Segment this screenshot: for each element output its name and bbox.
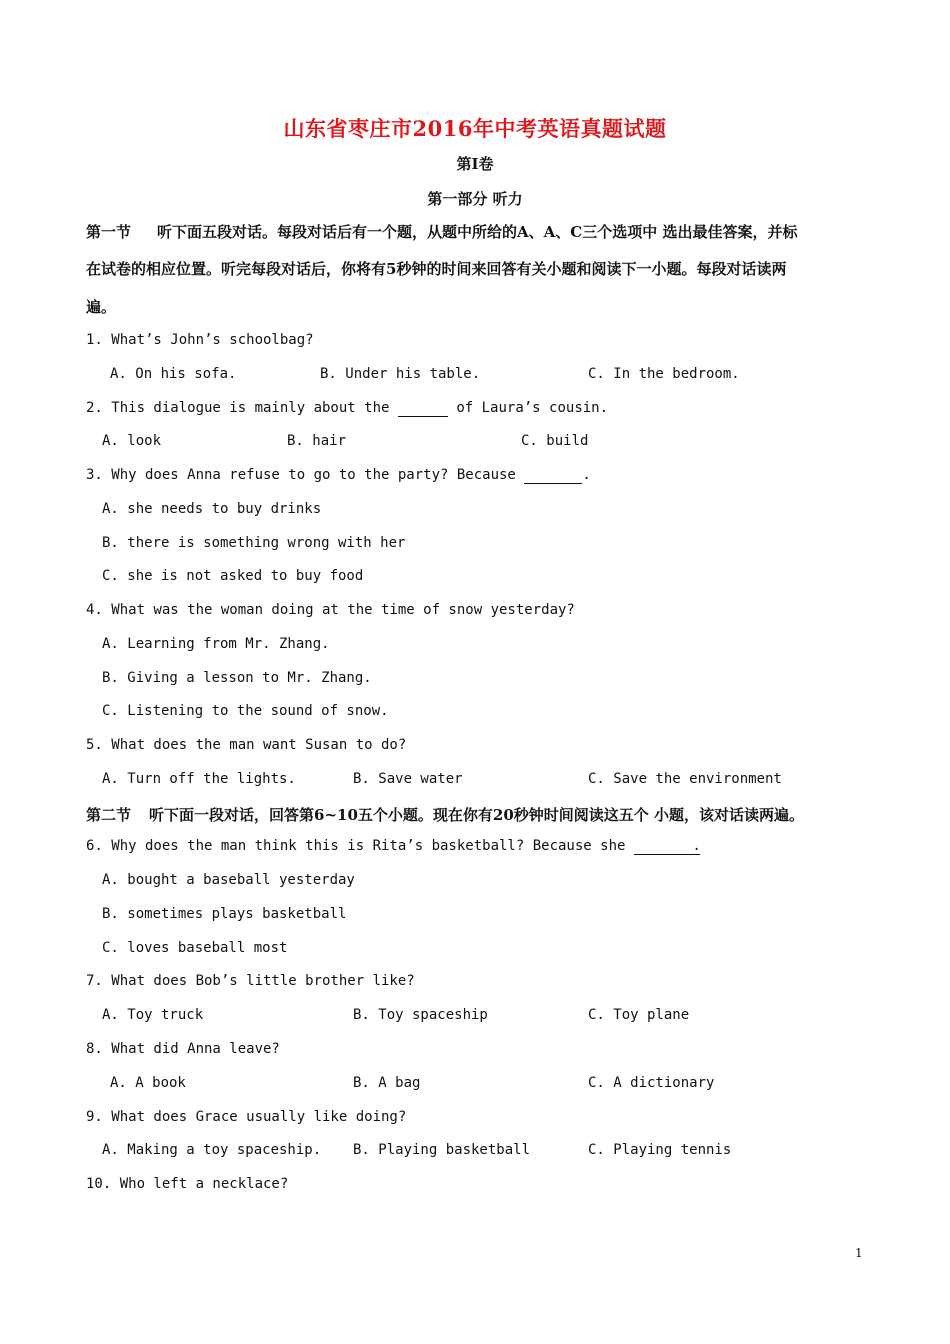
question-7-option-a: A. Toy truck [102,1007,204,1023]
question-2-option-c: C. build [521,433,589,449]
question-10-stem: 10. Who left a necklace? [86,1176,289,1192]
question-3-option-b: B. there is something wrong with her [102,535,406,551]
question-7-option-b: B. Toy spaceship [353,1007,488,1023]
question-3-option-c: C. she is not asked to buy food [102,568,364,584]
question-5-option-a: A. Turn off the lights. [102,771,296,787]
section1-line3: 遍。 [86,298,117,316]
question-7-stem: 7. What does Bob’s little brother like? [86,973,415,989]
answer-blank [634,838,700,855]
question-3-stem-tail: . [582,467,591,483]
question-4-option-a: A. Learning from Mr. Zhang. [102,636,330,652]
question-6-option-a: A. bought a baseball yesterday [102,872,355,888]
section2-label: 第二节 [86,806,132,824]
question-2-option-a: A. look [102,433,162,449]
question-7-option-c: C. Toy plane [588,1007,690,1023]
question-2-stem-tail: of Laura’s cousin. [456,400,609,416]
section1-instructions [86,221,797,242]
question-2-stem [86,400,608,417]
question-5-option-b: B. Save water [353,771,463,787]
section2-instructions [86,804,804,825]
section1-label: 第一节 [86,223,132,241]
question-8-option-b: B. A bag [353,1075,421,1091]
question-8-stem: 8. What did Anna leave? [86,1041,280,1057]
section1-line2: 在试卷的相应位置。听完每段对话后，你将有5秒钟的时间来回答有关小题和阅读下一小题。每段对话读两 [86,260,787,278]
question-1-stem: 1. What’s John’s schoolbag? [86,332,314,348]
question-4-option-b: B. Giving a lesson to Mr. Zhang. [102,670,372,686]
part-heading: 第一部分 听力 [427,190,523,208]
question-9-option-a: A. Making a toy spaceship. [102,1142,322,1158]
answer-blank [524,467,582,484]
question-8-option-c: C. A dictionary [588,1075,715,1091]
question-6-option-b: B. sometimes plays basketball [102,906,347,922]
question-2-stem-text: 2. This dialogue is mainly about the [86,400,390,416]
question-6-stem [86,838,700,855]
question-4-option-c: C. Listening to the sound of snow. [102,703,389,719]
question-8-option-a: A. A book [110,1075,186,1091]
question-3-option-a: A. she needs to buy drinks [102,501,322,517]
question-1-option-b: B. Under his table. [320,366,481,382]
question-3-stem [86,467,591,484]
section1-line1: 听下面五段对话。每段对话后有一个题，从题中所给的A、A、C三个选项中 选出最佳答案，并标 [157,223,798,241]
question-6-option-c: C. loves baseball most [102,940,288,956]
question-5-stem: 5. What does the man want Susan to do? [86,737,407,753]
question-3-stem-text: 3. Why does Anna refuse to go to the party? Because [86,467,516,483]
question-9-stem: 9. What does Grace usually like doing? [86,1109,407,1125]
question-1-option-a: A. On his sofa. [110,366,237,382]
question-9-option-c: C. Playing tennis [588,1142,732,1158]
section2-text: 听下面一段对话，回答第6~10五个小题。现在你有20秒钟时间阅读这五个 小题，该对话读两遍。 [149,806,804,824]
question-6-stem-tail: . [692,838,701,854]
volume-heading: 第Ⅰ卷 [456,155,494,173]
page-title: 山东省枣庄市2016年中考英语真题试题 [283,116,667,141]
question-9-option-b: B. Playing basketball [353,1142,531,1158]
question-6-stem-text: 6. Why does the man think this is Rita’s basketball? Because she [86,838,626,854]
question-2-option-b: B. hair [287,433,347,449]
answer-blank [398,400,448,417]
page-number: 1 [855,1246,863,1260]
question-4-stem: 4. What was the woman doing at the time of snow yesterday? [86,602,575,618]
question-1-option-c: C. In the bedroom. [588,366,740,382]
question-5-option-c: C. Save the environment [588,771,782,787]
